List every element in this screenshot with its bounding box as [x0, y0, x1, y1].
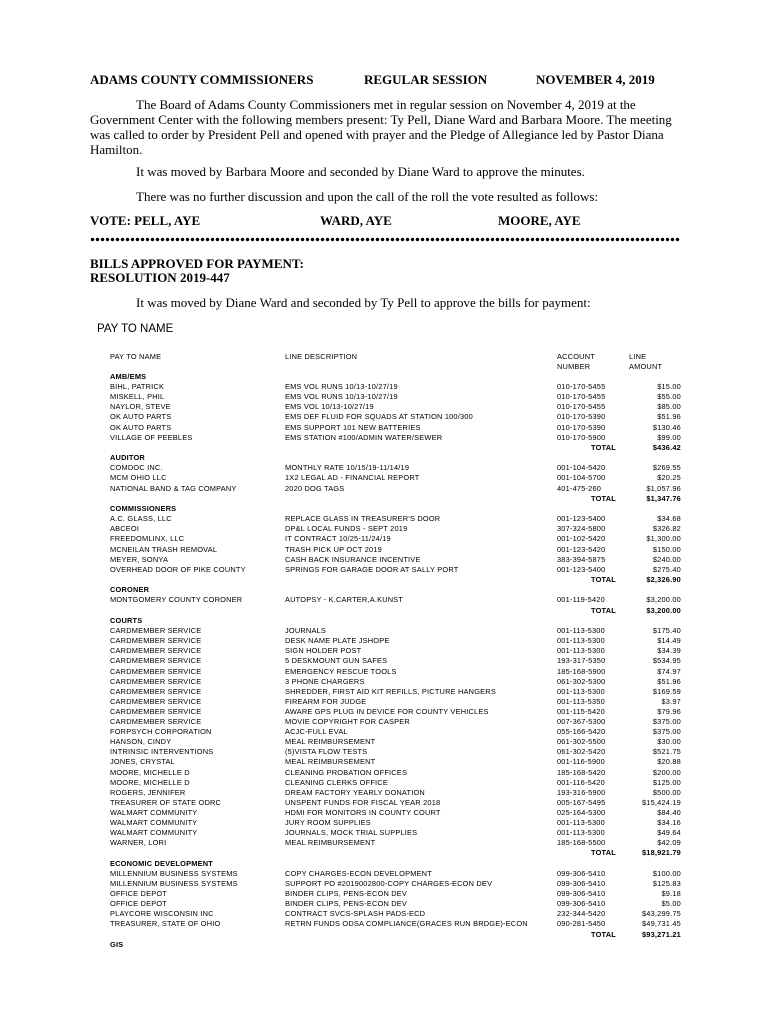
col-header-desc: LINE DESCRIPTION	[285, 352, 358, 361]
line-amount: $3.97	[661, 696, 681, 706]
line-amount: $100.00	[652, 868, 681, 878]
section-total: $93,271.21	[642, 929, 681, 939]
line-description: 5 DESKMOUNT GUN SAFES	[285, 656, 388, 666]
section-heading	[0, 616, 770, 626]
account-number: 001-119-5420	[557, 595, 605, 605]
line-amount: $15.00	[657, 382, 681, 392]
line-amount: $3,200.00	[646, 595, 681, 605]
line-description: HDMI FOR MONITORS IN COUNTY COURT	[285, 807, 441, 817]
line-amount: $240.00	[652, 554, 681, 564]
line-amount: $43,299.75	[642, 909, 681, 919]
line-description: CLEANING CLERKS OFFICE	[285, 777, 388, 787]
table-row	[0, 869, 770, 879]
line-amount: $521.75	[652, 747, 681, 757]
account-number: 307-324-5800	[557, 524, 606, 534]
line-description: CLEANING PROBATION OFFICES	[285, 767, 408, 777]
payee-name: NATIONAL BAND & TAG COMPANY	[110, 483, 237, 493]
line-description: CONTRACT SVCS-SPLASH PADS-ECD	[285, 909, 426, 919]
payee-name: MISKELL, PHIL	[110, 392, 165, 402]
section-total-row	[0, 606, 770, 616]
table-row	[0, 788, 770, 798]
payee-name: MOORE, MICHELLE D	[110, 767, 190, 777]
account-number: 061-302-5420	[557, 747, 606, 757]
line-description: JOURNALS, MOCK TRIAL SUPPLIES	[285, 828, 418, 838]
account-number: 010-170-5900	[557, 432, 606, 442]
line-amount: $14.49	[657, 636, 681, 646]
line-amount: $85.00	[657, 402, 681, 412]
account-number: 099-306-5410	[557, 879, 606, 888]
table-row	[0, 636, 770, 646]
account-number: 005-167-5495	[557, 797, 606, 807]
table-row	[0, 899, 770, 909]
line-description: 1X2 LEGAL AD - FINANCIAL REPORT	[285, 473, 420, 483]
account-number: 090-281-5450	[557, 919, 606, 929]
account-number: 010-170-5390	[557, 412, 606, 422]
account-number: 010-170-5455	[557, 392, 606, 402]
line-amount: $150.00	[652, 544, 681, 554]
line-description: EMS VOL RUNS 10/13-10/27/19	[285, 382, 398, 392]
account-number: 185-168-5500	[557, 838, 606, 848]
line-description: EMS VOL RUNS 10/13-10/27/19	[285, 392, 398, 402]
table-row	[0, 656, 770, 666]
bills-motion: It was moved by Diane Ward and seconded by Ty Pell to approve the bills for payment:	[136, 295, 591, 310]
table-row	[0, 382, 770, 392]
vote-ward: WARD, AYE	[320, 213, 392, 228]
section-heading	[0, 940, 770, 950]
payee-name: OK AUTO PARTS	[110, 422, 172, 432]
payee-name: WALMART COMMUNITY	[110, 807, 198, 817]
section-heading	[0, 585, 770, 595]
payee-name: OFFICE DEPOT	[110, 899, 168, 909]
account-number: 001-123-5420	[557, 544, 606, 554]
line-description: RETRN FUNDS ODSA COMPLIANCE(GRACES RUN BRDGE)-ECON	[285, 919, 528, 929]
total-label: TOTAL	[591, 574, 616, 584]
payee-name: CARDMEMBER SERVICE	[110, 696, 202, 706]
payee-name: PLAYCORE WISCONSIN INC	[110, 909, 214, 919]
account-number: 007-367-5300	[557, 717, 606, 726]
vote-pell: VOTE: PELL, AYE	[90, 213, 201, 228]
line-amount: $5.00	[661, 899, 681, 909]
line-description: AWARE GPS PLUG IN DEVICE FOR COUNTY VEHICLES	[285, 706, 489, 716]
total-label: TOTAL	[591, 848, 616, 858]
account-number: 001-115-5420	[557, 706, 605, 716]
payee-name: MONTGOMERY COUNTY CORONER	[110, 595, 243, 605]
table-row	[0, 626, 770, 636]
table-row	[0, 473, 770, 483]
account-number: 010-170-5455	[557, 382, 606, 392]
line-amount: $34.68	[657, 514, 681, 524]
session-title: REGULAR SESSION	[364, 72, 488, 87]
account-number: 025-164-5300	[557, 807, 606, 817]
line-description: EMS DEF FLUID FOR SQUADS AT STATION 100/300	[285, 412, 473, 422]
table-row	[0, 909, 770, 919]
line-description: DESK NAME PLATE JSHOPE	[285, 636, 390, 646]
table-row	[0, 798, 770, 808]
line-amount: $84.40	[657, 807, 681, 817]
line-description: SIGN HOLDER POST	[285, 646, 362, 656]
line-amount: $1,057.96	[646, 483, 681, 493]
pay-to-heading: PAY TO NAME	[97, 323, 174, 335]
minutes-motion: It was moved by Barbara Moore and seconded by Diane Ward to approve the minutes.	[136, 164, 585, 179]
payee-name: VILLAGE OF PEEBLES	[110, 432, 193, 442]
table-row	[0, 879, 770, 889]
table-row	[0, 433, 770, 443]
table-row	[0, 838, 770, 848]
line-description: 3 PHONE CHARGERS	[285, 676, 365, 686]
line-description: EMERGENCY RESCUE TOOLS	[285, 666, 397, 676]
total-label: TOTAL	[591, 929, 616, 939]
line-description: ACJC-FULL EVAL	[285, 727, 348, 737]
line-description: JOURNALS	[285, 626, 327, 636]
table-row	[0, 423, 770, 433]
col-header-name: PAY TO NAME	[110, 352, 162, 361]
payee-name: CARDMEMBER SERVICE	[110, 646, 202, 656]
payee-name: A.C. GLASS, LLC	[110, 514, 172, 524]
line-amount: $15,424.19	[642, 797, 681, 807]
line-amount: $49.64	[657, 828, 681, 838]
account-number: 099-306-5410	[557, 868, 606, 878]
line-amount: $9.18	[661, 889, 681, 899]
table-header-row	[0, 352, 770, 362]
payee-name: JONES, CRYSTAL	[110, 757, 175, 767]
account-number: 001-113-5300	[557, 828, 605, 838]
line-description: FIREARM FOR JUDGE	[285, 696, 367, 706]
section-heading	[0, 859, 770, 869]
vote-moore: MOORE, AYE	[498, 213, 581, 228]
account-number: 001-113-5300	[557, 646, 605, 656]
payee-name: OK AUTO PARTS	[110, 412, 172, 422]
account-number: 001-116-5420	[557, 777, 605, 787]
line-amount: $34.16	[657, 818, 681, 827]
line-description: COPY CHARGES-ECON DEVELOPMENT	[285, 868, 432, 878]
bills-title-line2: RESOLUTION 2019-447	[90, 270, 230, 285]
line-amount: $269.55	[652, 463, 681, 473]
section-name: ECONOMIC DEVELOPMENT	[110, 858, 213, 868]
line-description: 2020 DOG TAGS	[285, 483, 345, 493]
payee-name: FORPSYCH CORPORATION	[110, 727, 212, 737]
table-row	[0, 737, 770, 747]
account-number: 099-306-5410	[557, 889, 606, 899]
table-row	[0, 747, 770, 757]
table-header-row-2	[0, 362, 770, 372]
account-number: 185-168-5900	[557, 666, 606, 676]
line-description: AUTOPSY - K.CARTER,A.KUNST	[285, 595, 404, 605]
account-number: 001-104-5420	[557, 463, 606, 473]
line-description: MEAL REIMBURSEMENT	[285, 838, 376, 848]
line-description: DREAM FACTORY YEARLY DONATION	[285, 787, 425, 797]
section-total: $436.42	[652, 442, 681, 452]
line-description: MEAL REIMBURSEMENT	[285, 737, 376, 747]
line-amount: $20.88	[657, 757, 681, 767]
org-title: ADAMS COUNTY COMMISSIONERS	[90, 72, 314, 87]
payee-name: MILLENNIUM BUSINESS SYSTEMS	[110, 879, 238, 888]
line-description: TRASH PICK UP OCT 2019	[285, 544, 382, 554]
line-amount: $34.39	[657, 646, 681, 656]
table-row	[0, 707, 770, 717]
roll-call-text: There was no further discussion and upon the call of the roll the vote resulted as follows:	[136, 189, 599, 204]
meeting-date: NOVEMBER 4, 2019	[536, 72, 655, 87]
line-amount: $42.09	[657, 838, 681, 848]
line-amount: $125.00	[652, 777, 681, 787]
payee-name: FREEDOMLINX, LLC	[110, 534, 185, 544]
line-description: EMS VOL 10/13-10/27/19	[285, 402, 374, 412]
col-header-amount: LINE	[629, 352, 647, 361]
table-row	[0, 768, 770, 778]
account-number: 001-113-5300	[557, 818, 605, 827]
line-description: DP&L LOCAL FUNDS - SEPT 2019	[285, 524, 408, 534]
payee-name: COMDOC INC.	[110, 463, 163, 473]
line-amount: $51.96	[657, 412, 681, 422]
total-label: TOTAL	[591, 442, 616, 452]
line-description: BINDER CLIPS, PENS-ECON DEV	[285, 899, 408, 909]
line-amount: $130.46	[652, 422, 681, 432]
account-number: 055-166-5420	[557, 727, 606, 737]
line-amount: $534.95	[652, 656, 681, 666]
table-row	[0, 646, 770, 656]
payee-name: ROGERS, JENNIFER	[110, 787, 186, 797]
account-number: 001-102-5420	[557, 534, 606, 544]
bills-title-line1: BILLS APPROVED FOR PAYMENT:	[90, 256, 304, 271]
table-row	[0, 808, 770, 818]
account-number: 001-113-5300	[557, 626, 605, 636]
bills-title	[90, 257, 304, 285]
payee-name: MOORE, MICHELLE D	[110, 777, 190, 787]
line-amount: $175.40	[652, 626, 681, 636]
payee-name: CARDMEMBER SERVICE	[110, 656, 202, 666]
line-description: CASH BACK INSURANCE INCENTIVE	[285, 554, 421, 564]
payee-name: BIHL, PATRICK	[110, 382, 165, 392]
section-total: $2,326.90	[646, 574, 681, 584]
section-name: AMB/EMS	[110, 372, 147, 381]
payee-name: MEYER, SONYA	[110, 554, 169, 564]
line-amount: $51.96	[657, 676, 681, 686]
table-row	[0, 595, 770, 605]
payee-name: TREASURER OF STATE ODRC	[110, 797, 222, 807]
payee-name: CARDMEMBER SERVICE	[110, 626, 202, 636]
account-number: 061-302-5500	[557, 737, 606, 747]
section-total: $3,200.00	[646, 605, 681, 615]
section-name: AUDITOR	[110, 453, 145, 463]
payee-name: CARDMEMBER SERVICE	[110, 676, 202, 686]
line-description: JURY ROOM SUPPLIES	[285, 818, 371, 827]
line-description: SUPPORT PO #2019002800-COPY CHARGES-ECON DEV	[285, 879, 493, 888]
dotted-divider	[90, 237, 680, 242]
section-name: GIS	[110, 940, 124, 949]
table-row	[0, 565, 770, 575]
section-name: COURTS	[110, 616, 143, 625]
account-number: 001-123-5400	[557, 564, 606, 574]
account-number: 010-170-5390	[557, 422, 606, 432]
table-row	[0, 697, 770, 707]
line-description: IT CONTRACT 10/25-11/24/19	[285, 534, 391, 544]
account-number: 193-316-5900	[557, 787, 606, 797]
table-row	[0, 919, 770, 929]
payee-name: WARNER, LORI	[110, 838, 167, 848]
account-number: 001-113-5300	[557, 686, 605, 696]
line-amount: $55.00	[657, 392, 681, 402]
payee-name: CARDMEMBER SERVICE	[110, 666, 202, 676]
table-row	[0, 818, 770, 828]
total-label: TOTAL	[591, 493, 616, 503]
section-heading	[0, 372, 770, 382]
account-number: 099-306-5410	[557, 899, 606, 909]
line-amount: $74.97	[657, 666, 681, 676]
payee-name: OFFICE DEPOT	[110, 889, 168, 899]
account-number: 001-104-5700	[557, 473, 606, 483]
payee-name: TREASURER, STATE OF OHIO	[110, 919, 221, 929]
line-amount: $125.83	[652, 879, 681, 888]
line-amount: $1,300.00	[646, 534, 681, 544]
payee-name: WALMART COMMUNITY	[110, 828, 198, 838]
table-row	[0, 484, 770, 494]
line-amount: $326.82	[652, 524, 681, 534]
payee-name: MCM OHIO LLC	[110, 473, 167, 483]
section-total-row	[0, 848, 770, 858]
line-description: EMS STATION #100/ADMIN WATER/SEWER	[285, 432, 443, 442]
table-row	[0, 778, 770, 788]
table-row	[0, 828, 770, 838]
table-row	[0, 412, 770, 422]
table-row	[0, 545, 770, 555]
table-row	[0, 524, 770, 534]
payee-name: MILLENNIUM BUSINESS SYSTEMS	[110, 868, 238, 878]
line-description: SPRINGS FOR GARAGE DOOR AT SALLY PORT	[285, 564, 459, 574]
line-amount: $49,731.45	[642, 919, 681, 929]
account-number: 383-394-5875	[557, 554, 606, 564]
line-description: EMS SUPPORT 101 NEW BATTERIES	[285, 422, 421, 432]
line-amount: $375.00	[652, 717, 681, 726]
account-number: 061-302-5300	[557, 676, 606, 686]
account-number: 001-113-5350	[557, 696, 605, 706]
total-label: TOTAL	[591, 605, 616, 615]
line-description: MOVIE COPYRIGHT FOR CASPER	[285, 717, 410, 726]
section-total-row	[0, 575, 770, 585]
table-row	[0, 757, 770, 767]
payee-name: CARDMEMBER SERVICE	[110, 636, 202, 646]
col-header-account-2: NUMBER	[557, 362, 591, 371]
payee-name: WALMART COMMUNITY	[110, 818, 198, 827]
table-row	[0, 392, 770, 402]
payee-name: MCNEILAN TRASH REMOVAL	[110, 544, 218, 554]
line-description: MEAL REIMBURSEMENT	[285, 757, 376, 767]
account-number: 001-113-5300	[557, 636, 605, 646]
line-amount: $99.00	[657, 432, 681, 442]
table-row	[0, 514, 770, 524]
section-total: $1,347.76	[646, 493, 681, 503]
line-amount: $500.00	[652, 787, 681, 797]
table-row	[0, 555, 770, 565]
table-row	[0, 463, 770, 473]
intro-paragraph: The Board of Adams County Commissioners met in regular session on November 4, 2019 at the Government Center with the following members present: Ty Pell, Diane Ward and Barbara Moore. The meeting was called to order by President Pell and opened with prayer and the Pledge of Allegiance led by Pastor Diana Hamilton.	[90, 97, 672, 157]
section-heading	[0, 504, 770, 514]
line-amount: $375.00	[652, 727, 681, 737]
table-row	[0, 687, 770, 697]
payee-name: ABCEOI	[110, 524, 140, 534]
line-description: MONTHLY RATE 10/15/19-11/14/19	[285, 463, 410, 473]
payee-name: CARDMEMBER SERVICE	[110, 717, 202, 726]
section-total-row	[0, 443, 770, 453]
payee-name: INTRINSIC INTERVENTIONS	[110, 747, 214, 757]
payee-name: HANSON, CINDY	[110, 737, 172, 747]
account-number: 010-170-5455	[557, 402, 606, 412]
account-number: 401-475-260	[557, 483, 602, 493]
section-name: CORONER	[110, 585, 150, 595]
account-number: 001-123-5400	[557, 514, 606, 524]
table-row	[0, 677, 770, 687]
table-row	[0, 534, 770, 544]
payee-name: OVERHEAD DOOR OF PIKE COUNTY	[110, 564, 246, 574]
col-header-amount-2: AMOUNT	[629, 362, 663, 371]
account-number: 232-344-5420	[557, 909, 606, 919]
line-description: (5)VISTA FLOW TESTS	[285, 747, 368, 757]
payee-name: CARDMEMBER SERVICE	[110, 686, 202, 696]
section-total-row	[0, 494, 770, 504]
account-number: 193-317-5350	[557, 656, 606, 666]
line-description: REPLACE GLASS IN TREASURER'S DOOR	[285, 514, 441, 524]
table-row	[0, 717, 770, 727]
line-amount: $30.00	[657, 737, 681, 747]
table-row	[0, 889, 770, 899]
payee-name: NAYLOR, STEVE	[110, 402, 171, 412]
line-amount: $20.25	[657, 473, 681, 483]
section-total: $18,921.79	[642, 848, 681, 858]
line-amount: $79.96	[657, 706, 681, 716]
section-total-row	[0, 930, 770, 940]
line-amount: $275.40	[652, 564, 681, 574]
table-row	[0, 667, 770, 677]
account-number: 185-168-5420	[557, 767, 606, 777]
account-number: 001-116-5900	[557, 757, 605, 767]
line-description: BINDER CLIPS, PENS-ECON DEV	[285, 889, 408, 899]
line-description: UNSPENT FUNDS FOR FISCAL YEAR 2018	[285, 797, 441, 807]
section-heading	[0, 453, 770, 463]
table-row	[0, 727, 770, 737]
line-amount: $200.00	[652, 767, 681, 777]
table-row	[0, 402, 770, 412]
section-name: COMMISSIONERS	[110, 504, 177, 514]
payee-name: CARDMEMBER SERVICE	[110, 706, 202, 716]
line-description: SHREDDER, FIRST AID KIT REFILLS, PICTURE HANGERS	[285, 686, 496, 696]
col-header-account: ACCOUNT	[557, 352, 595, 361]
line-amount: $169.59	[652, 686, 681, 696]
